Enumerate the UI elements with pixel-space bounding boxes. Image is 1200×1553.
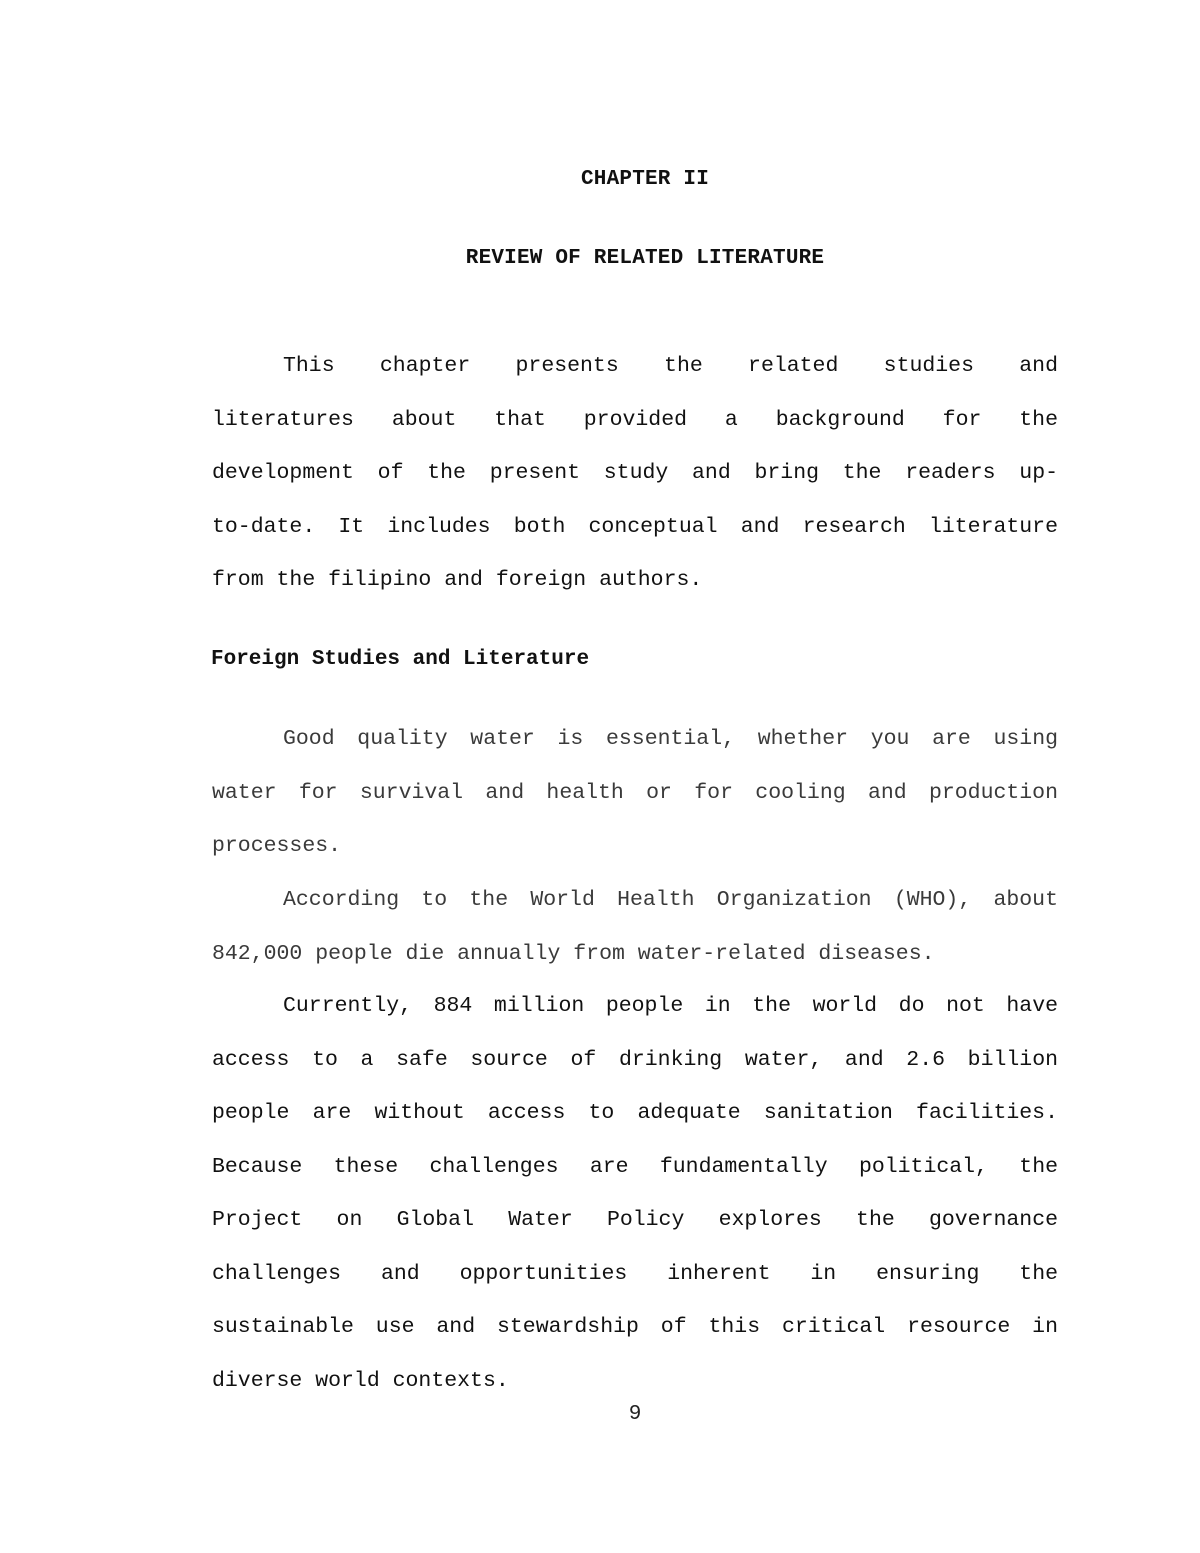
water-access-paragraph xyxy=(212,980,1058,1408)
section-heading: Foreign Studies and Literature xyxy=(211,648,590,671)
text-line: Good quality water is essential, whether you are using xyxy=(283,727,1058,751)
text-line: Project on Global Water Policy explores the governance xyxy=(212,1208,1058,1232)
page-number: 9 xyxy=(628,1403,642,1426)
text-line: access to a safe source of drinking water, and 2.6 billion xyxy=(212,1047,1058,1072)
text-line: diverse world contexts. xyxy=(212,1368,509,1393)
text-line: water for survival and health or for cooling and production xyxy=(212,780,1058,805)
who-paragraph xyxy=(212,874,1058,981)
text-line: processes. xyxy=(212,834,342,858)
text-line: from the filipino and foreign authors. xyxy=(212,568,703,592)
text-line: According to the World Health Organization (WHO), about xyxy=(283,888,1058,912)
text-line: sustainable use and stewardship of this critical resource in xyxy=(212,1315,1058,1339)
intro-paragraph xyxy=(212,340,1058,608)
chapter-label: CHAPTER II xyxy=(580,168,710,191)
text-line: development of the present study and bring the readers up- xyxy=(212,461,1058,485)
text-line: Currently, 884 million people in the world do not have xyxy=(283,994,1058,1018)
chapter-title: REVIEW OF RELATED LITERATURE xyxy=(465,247,825,270)
water-quality-paragraph xyxy=(212,713,1058,874)
text-line: to-date. It includes both conceptual and research literature xyxy=(212,514,1058,539)
text-line: challenges and opportunities inherent in ensuring the xyxy=(212,1261,1058,1286)
text-line: This chapter presents the related studies and xyxy=(283,354,1058,378)
text-line: literatures about that provided a background for the xyxy=(212,407,1058,432)
text-line: 842,000 people die annually from water-related diseases. xyxy=(212,941,935,966)
text-line: Because these challenges are fundamentally political, the xyxy=(212,1154,1058,1179)
text-line: people are without access to adequate sanitation facilities. xyxy=(212,1101,1058,1125)
